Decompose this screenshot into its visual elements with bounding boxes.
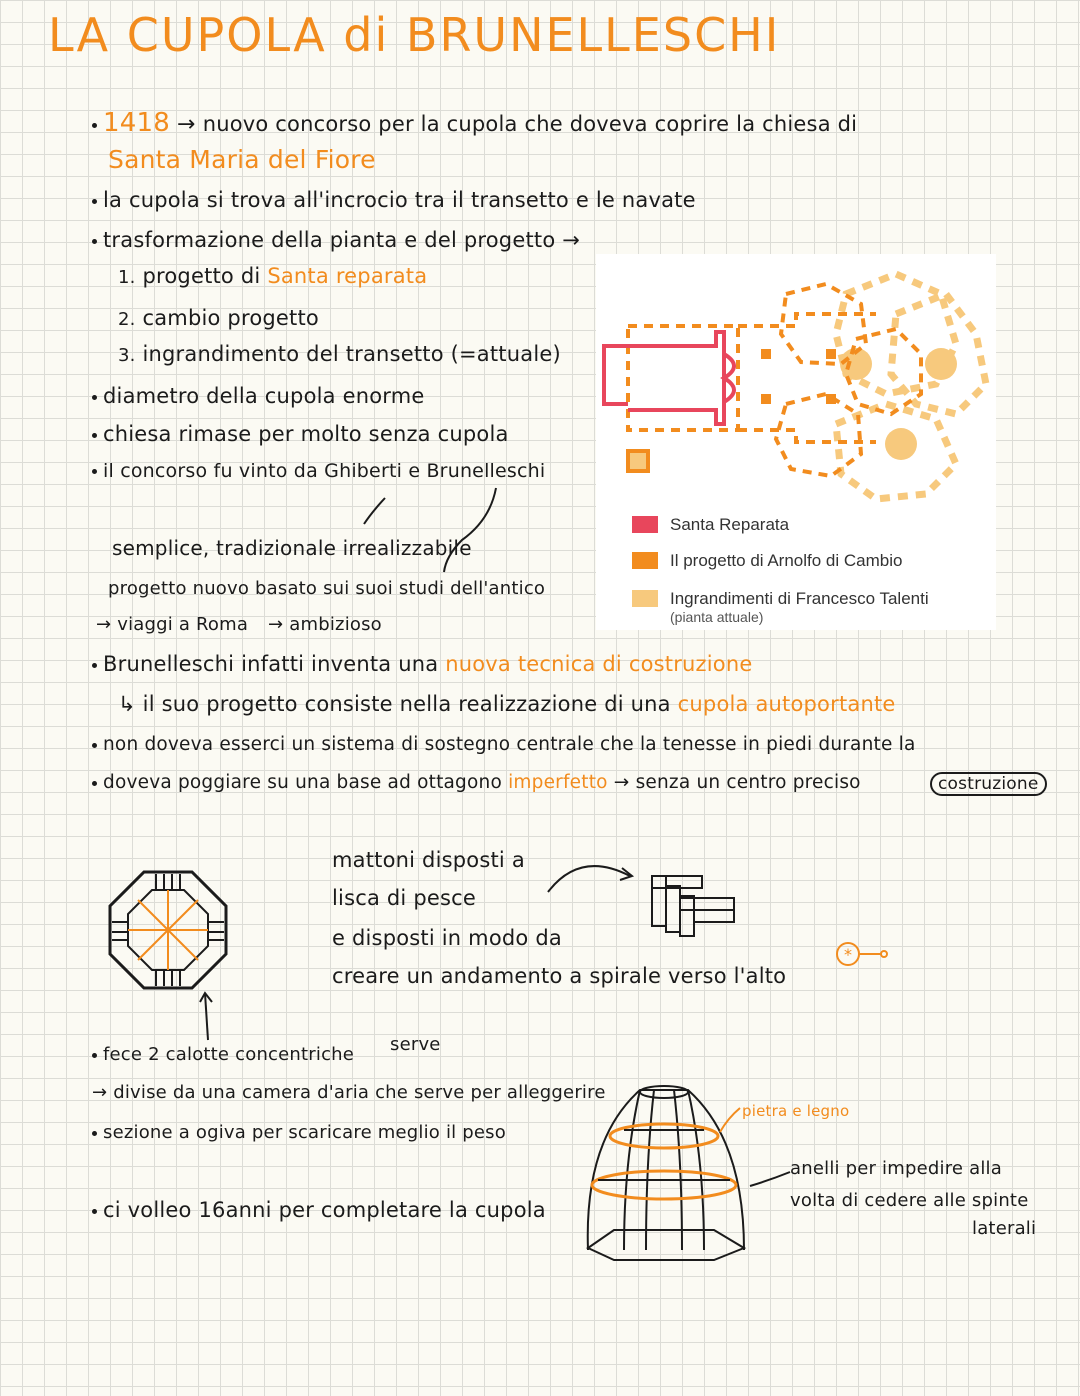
step-highlight: Santa reparata [267, 264, 428, 288]
legend-swatch [632, 516, 658, 533]
note-ogive [92, 1122, 506, 1143]
floor-plan-diagram [596, 254, 996, 504]
step-text: progetto di [142, 264, 261, 288]
asterisk-icon [834, 940, 894, 970]
bullet [92, 781, 97, 786]
legend-swatch [632, 590, 658, 607]
note-air-chamber: → divise da una camera d'aria che serve per alleggerire [92, 1082, 606, 1103]
bullet [92, 743, 97, 748]
bullet-text: diametro della cupola enorme [103, 384, 425, 408]
construction-box: costruzione [930, 772, 1047, 796]
intro-year: 1418 [103, 108, 170, 138]
legend-label: Il progetto di Arnolfo di Cambio [670, 551, 903, 570]
bullet [92, 1053, 97, 1058]
floor-plan-figure [596, 254, 996, 630]
legend-label: Ingrandimenti di Francesco Talenti [670, 589, 929, 608]
intro-line: 1418 → nuovo concorso per la cupola che doveva coprire la chiesa di [92, 108, 857, 138]
page-title: LA CUPOLA di BRUNELLESCHI [48, 8, 781, 62]
note-two-shells [92, 1044, 354, 1065]
note-text: divise da una camera d'aria che serve per alleggerire [113, 1082, 606, 1103]
bullet-text: trasformazione della pianta e del progetto [103, 228, 556, 252]
technique-text: il suo progetto consiste nella realizzazione di una [142, 692, 671, 716]
bullet-transformation: trasformazione della pianta e del progetto → [92, 228, 580, 252]
legend-label: Santa Reparata [670, 515, 790, 534]
dome-rings-label-3: laterali [972, 1218, 1037, 1239]
step-number: 1. [118, 267, 136, 288]
step-text: cambio progetto [142, 306, 319, 330]
technique-highlight: imperfetto [508, 772, 608, 793]
note-text: sezione a ogiva per scaricare meglio il peso [103, 1122, 506, 1143]
legend-swatch [632, 552, 658, 569]
note-ambitious: ambizioso [289, 614, 382, 635]
brunelleschi-note-1: progetto nuovo basato sui suoi studi dell'antico [108, 578, 546, 599]
svg-text:*: * [844, 945, 852, 964]
technique-highlight: cupola autoportante [677, 692, 896, 716]
note-sixteen-years [92, 1198, 546, 1222]
bullet-text: il concorso fu vinto da Ghiberti e Brunelleschi [103, 460, 546, 482]
bullet [92, 663, 97, 668]
technique-text: senza un centro preciso [635, 772, 861, 793]
legend-sublabel: (pianta attuale) [670, 609, 764, 625]
ghiberti-note: semplice, tradizionale irrealizzabile [112, 536, 472, 560]
technique-line-1 [92, 652, 752, 676]
bullet-text: la cupola si trova all'incrocio tra il transetto e le navate [103, 188, 696, 212]
intro-church: Santa Maria del Fiore [108, 145, 376, 174]
bullet-text: chiesa rimase per molto senza cupola [103, 422, 509, 446]
bricks-note-2: lisca di pesce [332, 886, 476, 910]
bricks-note-1: mattoni disposti a [332, 848, 525, 872]
technique-text: Brunelleschi infatti inventa una [103, 652, 439, 676]
note-text: ci volleo 16anni per completare la cupola [103, 1198, 546, 1222]
dome-rings-label-1: anelli per impedire alla [790, 1158, 1002, 1179]
dome-rings-label-2: volta di cedere alle spinte [790, 1190, 1029, 1211]
serve-note: serve [390, 1034, 441, 1055]
technique-text: doveva poggiare su una base ad ottagono [103, 772, 502, 793]
technique-line-2: ↳ il suo progetto consiste nella realizzazione di una cupola autoportante [118, 692, 896, 716]
brunelleschi-note-2: → viaggi a Roma → ambizioso [96, 614, 382, 635]
bullet [92, 1209, 97, 1214]
step-number: 2. [118, 309, 136, 330]
dome-material-label: pietra e legno [742, 1102, 850, 1120]
note-text: fece 2 calotte concentriche [103, 1044, 355, 1065]
herringbone-bricks-icon [650, 874, 740, 940]
step-text: ingrandimento del transetto (=attuale) [142, 342, 561, 366]
technique-highlight: nuova tecnica di costruzione [445, 652, 753, 676]
bricks-note-4: creare un andamento a spirale verso l'alto [332, 964, 787, 988]
technique-text: non doveva esserci un sistema di sostegno centrale che la tenesse in piedi durante la [103, 734, 916, 755]
bricks-note-3: e disposti in modo da [332, 926, 562, 950]
step-number: 3. [118, 345, 136, 366]
technique-line-4: doveva poggiare su una base ad ottagono imperfetto → senza un centro preciso [92, 772, 861, 793]
intro-text: nuovo concorso per la cupola che doveva coprire la chiesa di [202, 112, 858, 136]
octagon-dome-plan [108, 870, 228, 990]
bullet [92, 1131, 97, 1136]
note-rome: viaggi a Roma [117, 614, 249, 635]
technique-line-3 [92, 734, 916, 755]
